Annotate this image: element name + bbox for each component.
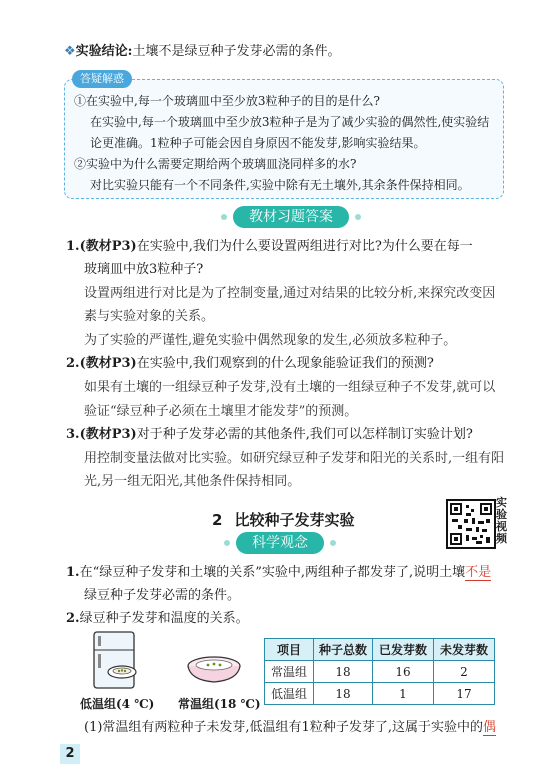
page-number: 2 xyxy=(60,744,80,764)
diamond-icon: ❖ xyxy=(64,44,76,59)
conclusion xyxy=(64,44,340,60)
lesson-title: 2 比较种子发芽实验 xyxy=(212,511,355,529)
fill-answer: 不是 xyxy=(465,565,492,580)
item-1-question-line2: 玻璃皿中放3粒种子? xyxy=(84,262,204,277)
item-2-answer-line1: 如果有土壤的一组绿豆种子发芽,没有土壤的一组绿豆种子不发芽,就可以 xyxy=(84,380,496,395)
qa-question-2: ②实验中为什么需要定期给两个玻璃皿浇同样多的水? xyxy=(74,157,357,171)
dish-illustration xyxy=(184,650,244,690)
refrigerator-illustration xyxy=(88,630,148,690)
table-row: 低温组 18 1 17 xyxy=(265,683,495,705)
item-2-answer-line2: 验证“绿豆种子必须在土壤里才能发芽”的预测。 xyxy=(84,404,358,419)
item-3-question: 3.(教材P3)对于种子发芽必需的其他条件,我们可以怎样制订实验计划? xyxy=(66,427,473,442)
item-3-answer-line1: 用控制变量法做对比实验。如研究绿豆种子发芽和阳光的关系时,一组有阳 xyxy=(84,451,505,466)
table-header-row xyxy=(265,639,495,661)
header-total: 种子总数 xyxy=(314,639,373,661)
qr-code-icon xyxy=(448,501,494,547)
qa-question-1: ①在实验中,每一个玻璃皿中至少放3粒种子的目的是什么? xyxy=(74,94,380,108)
point-1-line2: 绿豆种子发芽必需的条件。 xyxy=(84,588,241,603)
header-sprouted: 已发芽数 xyxy=(373,639,434,661)
data-table xyxy=(264,638,495,705)
table-row: 常温组 18 16 2 xyxy=(265,661,495,683)
bottom-fill-answer: 偶 xyxy=(482,720,496,735)
caption-normal-temp: 常温组(18 ℃) xyxy=(178,697,261,711)
item-1-answer-line1: 设置两组进行对比是为了控制变量,通过对结果的比较分析,来探究改变因 xyxy=(84,286,496,301)
qa-answer-1-line2: 论更准确。1粒种子可能会因自身原因不能发芽,影响实验结果。 xyxy=(90,136,426,150)
qr-label: 实验视频 xyxy=(496,496,507,545)
bottom-line: (1)常温组有两粒种子未发芽,低温组有1粒种子发芽了,这属于实验中的偶 xyxy=(84,720,496,735)
qa-answer-2: 对比实验只能有一个不同条件,实验中除有无土壤外,其余条件保持相同。 xyxy=(90,178,470,192)
conclusion-label: 实验结论: xyxy=(75,44,133,59)
item-1-answer-line2: 素与实验对象的关系。 xyxy=(84,309,215,324)
point-1-line1: 1.在“绿豆种子发芽和土壤的关系”实验中,两组种子都发芽了,说明土壤不是 xyxy=(66,565,492,580)
section-header-textbook: 教材习题答案 xyxy=(233,206,349,228)
header-not-sprouted: 未发芽数 xyxy=(434,639,495,661)
point-2: 2.绿豆种子发芽和温度的关系。 xyxy=(66,611,249,626)
caption-low-temp: 低温组(4 ℃) xyxy=(80,697,155,711)
item-1-answer-line3: 为了实验的严谨性,避免实验中偶然现象的发生,必须放多粒种子。 xyxy=(84,333,457,348)
qa-tag: 答疑解惑 xyxy=(72,70,132,88)
conclusion-text: 土壤不是绿豆种子发芽必需的条件。 xyxy=(132,44,341,59)
item-3-answer-line2: 光,另一组无阳光,其他条件保持相同。 xyxy=(84,474,301,489)
item-1-question: 1.(教材P3)在实验中,我们为什么要设置两组进行对比?为什么要在每一 xyxy=(66,239,473,254)
qr-code[interactable] xyxy=(446,499,496,549)
item-2-question: 2.(教材P3)在实验中,我们观察到的什么现象能验证我们的预测? xyxy=(66,356,434,371)
header-item: 项目 xyxy=(265,639,314,661)
qa-answer-1-line1: 在实验中,每一个玻璃皿中至少放3粒种子是为了减少实验的偶然性,使实验结 xyxy=(90,115,490,129)
section-header-science: 科学观念 xyxy=(236,532,324,554)
